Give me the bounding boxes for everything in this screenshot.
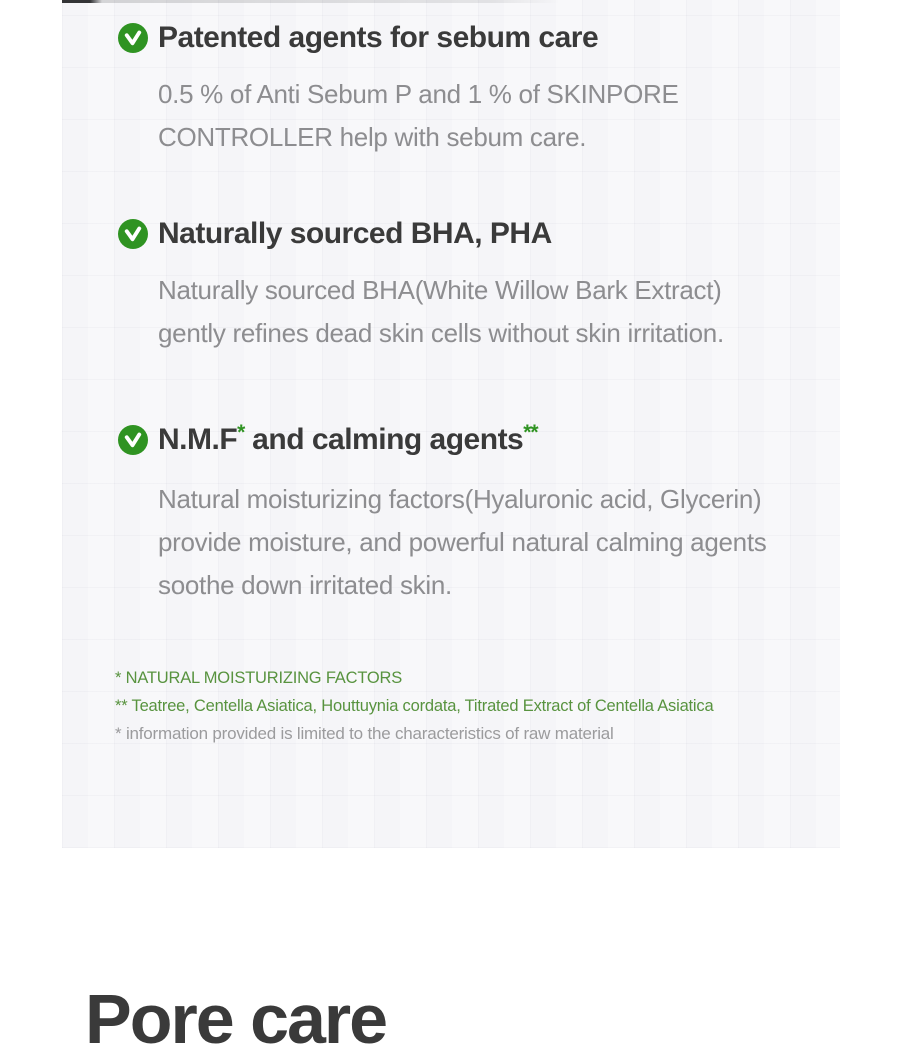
title-text: N.M.F — [158, 423, 238, 456]
body-line: Naturally sourced BHA(White Willow Bark Extract) — [158, 275, 722, 305]
section-bha-pha — [118, 216, 820, 355]
section-body — [158, 269, 724, 355]
body-line: Natural moisturizing factors(Hyaluronic acid, Glycerin) — [158, 484, 762, 514]
footnote-nmf: * NATURAL MOISTURIZING FACTORS — [115, 669, 403, 687]
product-description-panel — [62, 0, 840, 848]
section-nmf-calming — [118, 422, 820, 607]
footnote-disclaimer: * information provided is limited to the characteristics of raw material — [115, 724, 614, 743]
check-circle-icon — [118, 425, 148, 455]
section-body — [158, 478, 766, 607]
cropped-content-remnant — [62, 0, 560, 3]
body-line: 0.5 % of Anti Sebum P and 1 % of SKINPORE — [158, 79, 679, 109]
check-circle-icon — [118, 23, 148, 53]
footnote-marker: ** — [523, 421, 538, 444]
footnote-marker: * — [237, 421, 245, 444]
body-line: CONTROLLER help with sebum care. — [158, 122, 587, 152]
section-title: Patented agents for sebum care — [158, 21, 599, 54]
footnote-calming-agents: ** Teatree, Centella Asiatica, Houttuynia cordata, Titrated Extract of Centella Asiatica — [115, 697, 714, 715]
section-title — [158, 422, 766, 461]
section-body — [158, 73, 679, 159]
section-sebum-care — [118, 20, 820, 159]
body-line: soothe down irritated skin. — [158, 570, 452, 600]
footnotes — [115, 664, 713, 748]
pore-care-heading: Pore care — [85, 980, 387, 1058]
body-line: gently refines dead skin cells without skin irritation. — [158, 318, 724, 348]
check-circle-icon — [118, 219, 148, 249]
body-line: provide moisture, and powerful natural calming agents — [158, 527, 767, 557]
title-text: and calming agents — [244, 423, 524, 456]
section-title: Naturally sourced BHA, PHA — [158, 217, 552, 250]
